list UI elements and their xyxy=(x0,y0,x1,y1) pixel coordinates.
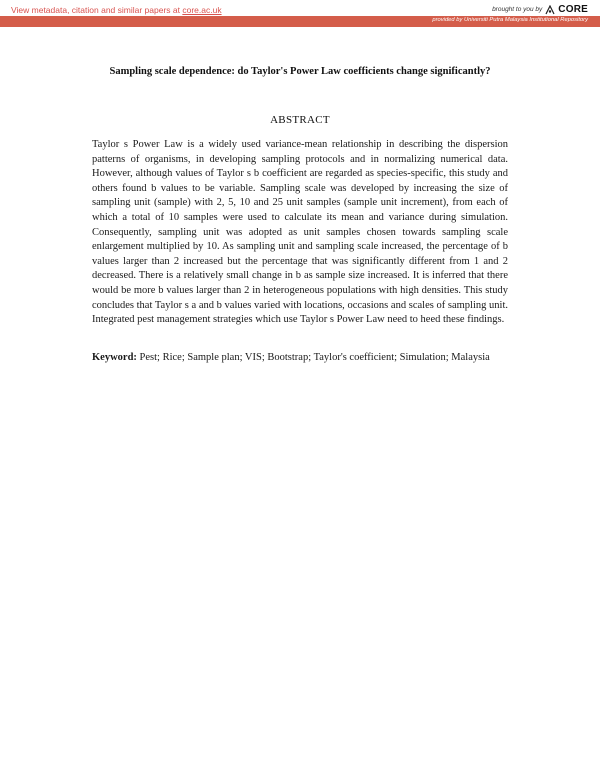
core-metadata-link[interactable] xyxy=(11,5,222,15)
provided-by-bar xyxy=(0,16,600,27)
keyword-list: Pest; Rice; Sample plan; VIS; Bootstrap; Taylor's coefficient; Simulation; Malaysia xyxy=(136,352,490,363)
abstract-heading: ABSTRACT xyxy=(270,114,330,126)
core-logo-text: CORE xyxy=(558,4,588,15)
provided-by-text: provided by Universiti Putra Malaysia Institutional Repository xyxy=(432,17,588,23)
keyword-label: Keyword: xyxy=(92,352,137,363)
abstract-body: Taylor s Power Law is a widely used variance-mean relationship in describing the dispersion patterns of organisms, in developing sampling protocols and in normalizing numerical data. However, although values of Taylor s b coefficient are regarded as species-specific, this study and others found b values to be variable. Sampling scale was developed by increasing the size of sampling unit (sample) with 2, 5, 10 and 25 unit samples (sample unit increment), from each of which a total of 10 samples were used to calculate its mean and variance during simulation. Consequently, sampling unit was adopted as unit samples chosen towards sampling scale enlargement multiplied by 10. As sampling unit and sampling scale increased, the percentage of b values larger than 2 increased but the percentage that was significantly different from 1 and 2 decreased. There is a relatively small change in b as sample size increased. It is inferred that there would be more b values larger than 2 in heterogeneous populations with high densities. This study concludes that Taylor s a and b values varied with locations, occasions and scales of sampling unit. Integrated pest management strategies which use Taylor s Power Law need to heed these findings. xyxy=(92,139,508,326)
brought-to-you-by-label: brought to you by xyxy=(492,6,543,13)
core-brand[interactable] xyxy=(492,4,588,15)
core-link-domain[interactable]: core.ac.uk xyxy=(182,5,222,15)
keywords-line xyxy=(92,351,508,366)
core-link-prefix: View metadata, citation and similar papers at xyxy=(11,5,183,15)
paper-title: Sampling scale dependence: do Taylor's Power Law coefficients change significantly? xyxy=(109,66,491,77)
core-logo-icon xyxy=(545,5,555,15)
